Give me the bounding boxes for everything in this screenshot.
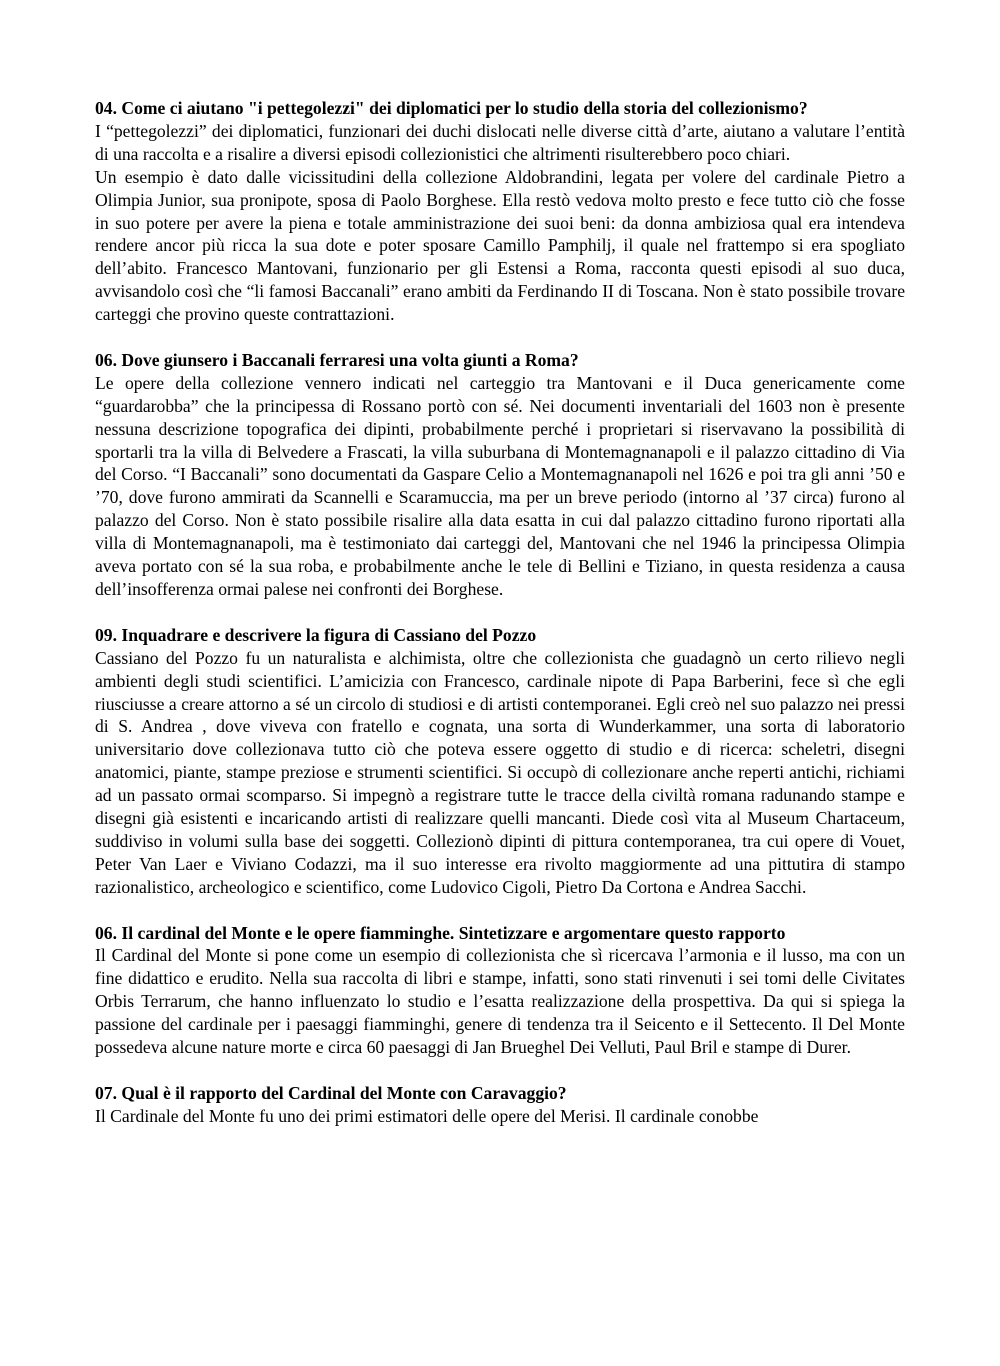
question-heading: 07. Qual è il rapporto del Cardinal del Monte con Caravaggio?	[95, 1082, 567, 1103]
answer-paragraph: Un esempio è dato dalle vicissitudini della collezione Aldobrandini, legata per volere del cardinale Pietro a Olimpia Junior, sua pronipote, sposa di Paolo Borghese. Ella restò vedova molto presto e fece tutto ciò che fosse in suo potere per avere la piena e totale amministrazione dei suoi beni: da donna ambiziosa qual era intendeva rendere ancor più ricca la sua dote e poter sposare Camillo Pamphilj, il quale nel frattempo si era spogliato dell’abito. Francesco Mantovani, funzionario per gli Estensi a Roma, racconta questi episodi al suo duca, avvisandolo così che “li famosi Baccanali” erano ambiti da Ferdinando II di Toscana. Non è stato possibile trovare carteggi che provino queste contrattazioni.	[95, 166, 905, 325]
answer-paragraph: Cassiano del Pozzo fu un naturalista e alchimista, oltre che collezionista che guadagnò un certo rilievo negli ambienti degli studi scientifici. L’amicizia con Francesco, cardinale nipote di Papa Barberini, fece sì che egli riusciusse a creare attorno a sé un circolo di studiosi e di artisti contemporanei. Egli creò nel suo palazzo nei pressi di S. Andrea , dove viveva con fratello e cognata, una sorta di Wunderkammer, una sorta di laboratorio universitario dove collezionava tutto ciò che poteva essere oggetto di studio e di ricerca: scheletri, disegni anatomici, piante, stampe preziose e strumenti scientifici. Si occupò di collezionare anche reperti antichi, richiami ad un passato ormai scomparso. Si impegnò a registrare tutte le tracce della civiltà romana radunando stampe e disegni già esistenti e incaricando artisti di realizzare quelli mancanti. Diede così vita al Museum Chartaceum, suddiviso in volumi sulla base dei soggetti. Collezionò dipinti di pittura contemporanea, tra cui opere di Vouet, Peter Van Laer e Viviano Codazzi, ma il suo interesse era rivolto maggiormente ad una pittutira di stampo razionalistico, archeologico e scientifico, come Ludovico Cigoli, Pietro Da Cortona e Andrea Sacchi.	[95, 647, 905, 897]
answer-paragraph: Il Cardinale del Monte fu uno dei primi estimatori delle opere del Merisi. Il cardinale conobbe	[95, 1105, 759, 1126]
answer-paragraph: Le opere della collezione vennero indicati nel carteggio tra Mantovani e il Duca genericamente come “guardarobba” che la principessa di Rossano portò con sé. Nei documenti inventariali del 1603 non è presente nessuna descrizione topografica dei dipinti, probabilmente perché i proprietari si riservavano la possibilità di sportarli tra la villa di Belvedere a Frascati, la villa suburbana di Montemagnanapoli e il palazzo cittadino di Via del Corso. “I Baccanali” sono documentati da Gaspare Celio a Montemagnanapoli nel 1626 e poi tra gli anni ’50 e ’70, dove furono ammirati da Scannelli e Scaramuccia, ma per un breve periodo (intorno al ’37 circa) furono al palazzo del Corso. Non è stato possibile risalire alla data esatta in cui dal palazzo cittadino furono riportati alla villa di Montemagnanapoli, ma è testimoniato dai carteggi del, Mantovani che nel 1946 la principessa Olimpia aveva portato con sé la sua roba, e probabilmente anche le tele di Bellini e Tiziano, in questa residenza a causa dell’insofferenza ormai palese nei confronti dei Borghese.	[95, 372, 905, 600]
section-06-fiamminghe	[95, 922, 905, 1059]
document-page	[95, 97, 905, 1151]
question-heading: 09. Inquadrare e descrivere la figura di Cassiano del Pozzo	[95, 624, 537, 645]
section-09	[95, 624, 905, 899]
question-heading: 04. Come ci aiutano "i pettegolezzi" dei diplomatici per lo studio della storia del collezionismo?	[95, 98, 808, 118]
section-07	[95, 1082, 905, 1128]
answer-paragraph: I “pettegolezzi” dei diplomatici, funzionari dei duchi dislocati nelle diverse città d’arte, aiutano a valutare l’entità di una raccolta e a risalire a diversi episodi collezionistici che altrimenti risulterebbero poco chiari.	[95, 120, 905, 164]
section-06-baccanali	[95, 349, 905, 601]
section-04	[95, 97, 905, 326]
question-heading: 06. Dove giunsero i Baccanali ferraresi una volta giunti a Roma?	[95, 349, 579, 370]
answer-paragraph: Il Cardinal del Monte si pone come un esempio di collezionista che sì ricercava l’armonia e il lusso, ma con un fine didattico e erudito. Nella sua raccolta di libri e stampe, infatti, sono stati rinvenuti i sei tomi delle Civitates Orbis Terrarum, che hanno influenzato lo studio e l’esatta realizzazione della prospettiva. Da qui si spiega la passione del cardinale per i paesaggi fiamminghi, genere di tendenza tra il Seicento e il Settecento. Il Del Monte possedeva alcune nature morte e circa 60 paesaggi di Jan Brueghel Dei Velluti, Paul Bril e stampe di Durer.	[95, 945, 905, 1058]
question-heading: 06. Il cardinal del Monte e le opere fiamminghe. Sintetizzare e argomentare questo rapporto	[95, 922, 786, 943]
